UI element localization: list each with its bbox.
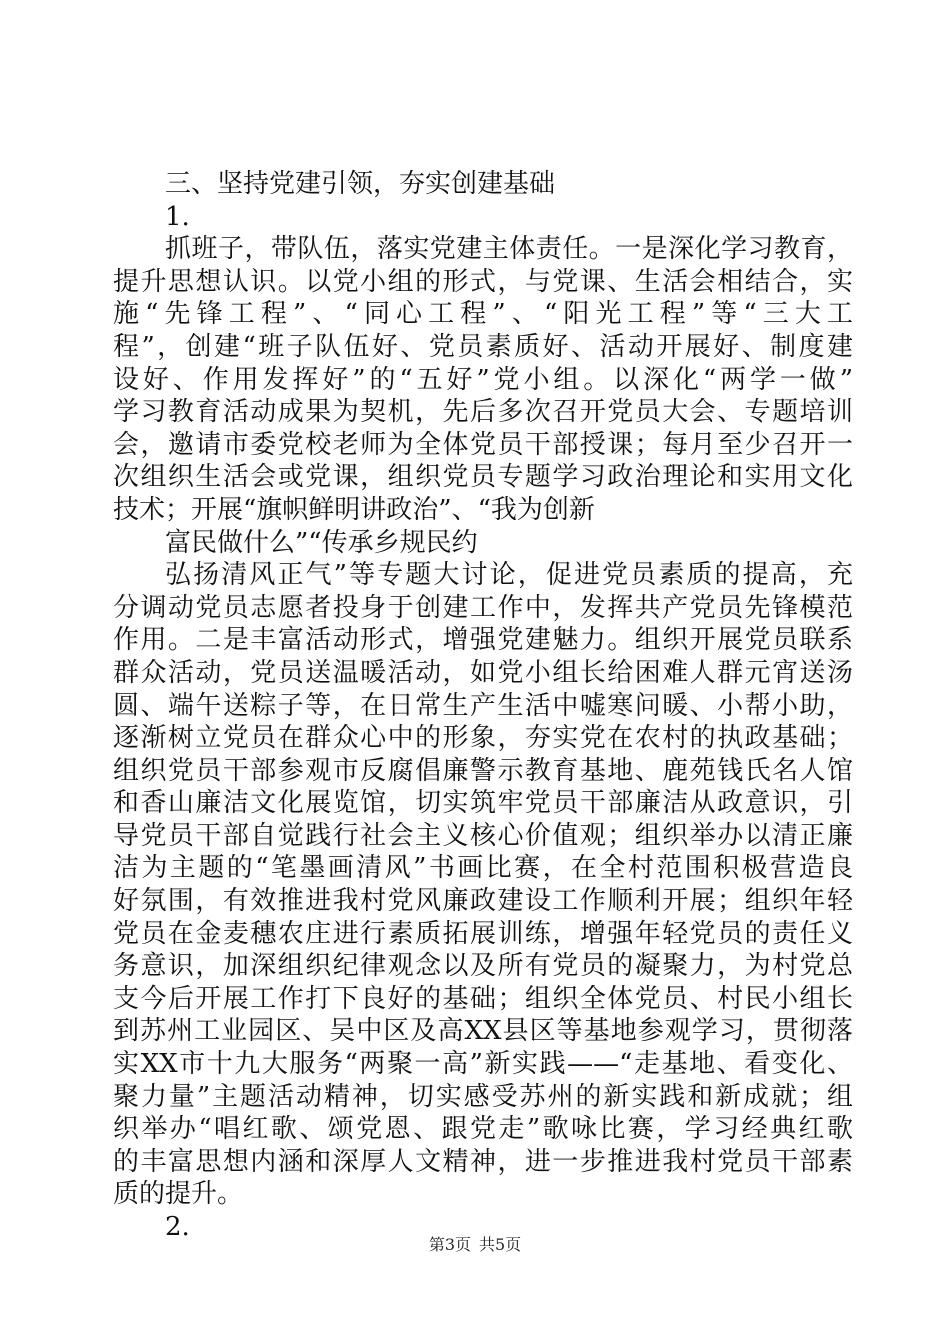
paragraph-2-line: 党员在金麦穗农庄进行素质拓展训练，增强年轻党员的责任义	[113, 918, 853, 949]
paragraph-1-line: 学习教育活动成果为契机，先后多次召开党员大会、专题培训	[113, 397, 853, 428]
paragraph-1-line: 次组织生活会或党课，组织党员专题学习政治理论和实用文化	[113, 462, 853, 493]
page-footer	[0, 1235, 950, 1255]
paragraph-2-line: 作用。二是丰富活动形式，增强党建魅力。组织开展党员联系	[113, 625, 853, 656]
page-total: 共5页	[479, 1235, 522, 1254]
paragraph-1-line: 设好、作用发挥好”的“五好”党小组。以深化“两学一做”	[113, 364, 853, 395]
paragraph-2-line: 弘扬清风正气”等专题大讨论，促进党员素质的提高，充	[165, 560, 853, 591]
paragraph-2-line: 好氛围，有效推进我村党风廉政建设工作顺利开展；组织年轻	[113, 886, 853, 917]
paragraph-1-line: 技术；开展“旗帜鲜明讲政治”、“我为创新	[113, 494, 595, 525]
fragment-line: 富民做什么”“传承乡规民约	[165, 527, 478, 558]
paragraph-2-line: 和香山廉洁文化展览馆，切实筑牢党员干部廉洁从政意识，引	[113, 788, 853, 819]
section-heading: 三、坚持党建引领，夯实创建基础	[165, 169, 556, 199]
paragraph-2-line: 到苏州工业园区、吴中区及高XX县区等基地参观学习，贯彻落	[113, 1016, 853, 1047]
paragraph-2-line: 支今后开展工作打下良好的基础；组织全体党员、村民小组长	[113, 983, 853, 1014]
paragraph-2-line: 群众活动，党员送温暖活动，如党小组长给困难人群元宵送汤	[113, 657, 853, 688]
item-number-1: 1.	[165, 201, 190, 232]
paragraph-1-line: 会，邀请市委党校老师为全体党员干部授课；每月至少召开一	[113, 429, 853, 460]
paragraph-2-line: 务意识，加深组织纪律观念以及所有党员的凝聚力，为村党总	[113, 951, 853, 982]
paragraph-1-line: 提升思想认识。以党小组的形式，与党课、生活会相结合，实	[113, 266, 853, 297]
item-number-2: 2.	[165, 1212, 190, 1242]
paragraph-1-line: 施“先锋工程”、“同心工程”、“阳光工程”等“三大工	[113, 299, 853, 330]
paragraph-2-line: 实XX市十九大服务“两聚一高”新实践——“走基地、看变化、	[113, 1049, 853, 1080]
paragraph-2-line: 分调动党员志愿者投身于创建工作中，发挥共产党员先锋模范	[113, 592, 853, 623]
paragraph-2-line: 织举办“唱红歌、颂党恩、跟党走”歌咏比赛，学习经典红歌	[113, 1114, 853, 1145]
document-body	[113, 168, 853, 1244]
paragraph-2-line: 洁为主题的“笔墨画清风”书画比赛，在全村范围积极营造良	[113, 853, 853, 884]
paragraph-1-line: 抓班子，带队伍，落实党建主体责任。一是深化学习教育，	[165, 234, 853, 265]
paragraph-2-line: 聚力量”主题活动精神，切实感受苏州的新实践和新成就；组	[113, 1081, 853, 1112]
paragraph-2-line: 的丰富思想内涵和深厚人文精神，进一步推进我村党员干部素	[113, 1146, 853, 1177]
paragraph-2-line: 质的提升。	[113, 1179, 244, 1210]
page-number: 第3页	[428, 1235, 471, 1254]
paragraph-1-line: 程”，创建“班子队伍好、党员素质好、活动开展好、制度建	[113, 331, 853, 362]
paragraph-2-line: 逐渐树立党员在群众心中的形象，夯实党在农村的执政基础；	[113, 723, 853, 754]
paragraph-2-line: 组织党员干部参观市反腐倡廉警示教育基地、鹿苑钱氏名人馆	[113, 755, 853, 786]
paragraph-2-line: 导党员干部自觉践行社会主义核心价值观；组织举办以清正廉	[113, 820, 853, 851]
paragraph-2-line: 圆、端午送粽子等，在日常生产生活中嘘寒问暖、小帮小助，	[113, 690, 853, 721]
